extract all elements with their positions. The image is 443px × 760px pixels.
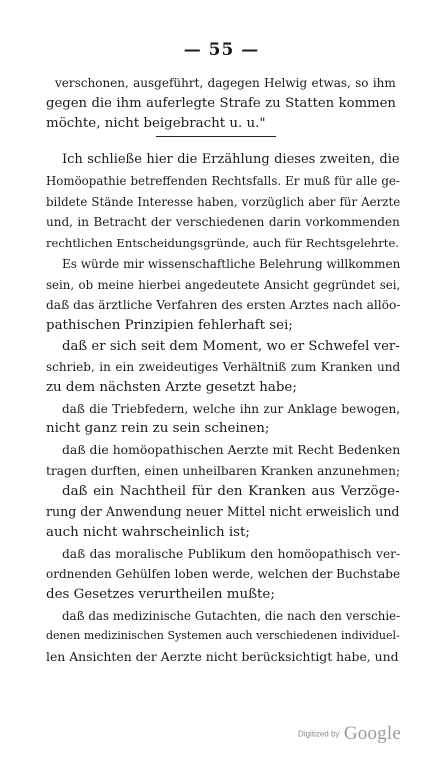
body-line: pathischen Prinzipien fehlerhaft sei; xyxy=(46,318,293,333)
body-line: sein, ob meine hierbei angedeutete Ansicht gegründet sei, xyxy=(46,278,401,292)
quote-line: verschonen, ausgeführt, dagegen Helwig etwas, so ihm xyxy=(55,76,396,90)
digitized-watermark xyxy=(298,723,401,745)
body-line: ordnenden Gehülfen loben werde, welchen der Buchstabe xyxy=(46,567,401,581)
body-line: schrieb, in ein zweideutiges Verhältniß zum Kranken und xyxy=(46,360,401,374)
body-line: daß die Triebfedern, welche ihn zur Anklage bewogen, xyxy=(62,402,401,416)
body-line: Ich schließe hier die Erzählung dieses zweiten, die xyxy=(62,152,400,167)
body-line: des Gesetzes verurtheilen mußte; xyxy=(46,587,275,602)
watermark-prefix: Digitized by xyxy=(298,729,340,739)
body-line: daß ein Nachtheil für den Kranken aus Verzöge- xyxy=(62,484,400,499)
body-line: daß das ärztliche Verfahren des ersten Arztes nach allöo- xyxy=(46,298,401,312)
body-line: zu dem nächsten Arzte gesetzt habe; xyxy=(46,380,297,395)
body-line: Homöopathie betreffenden Rechtsfalls. Er muß für alle ge- xyxy=(46,174,400,188)
body-line: daß das medizinische Gutachten, die nach den verschie- xyxy=(62,609,401,623)
body-line: daß die homöopathischen Aerzte mit Recht Bedenken xyxy=(62,442,401,457)
body-line: und, in Betracht der verschiedenen darin vorkommenden xyxy=(46,215,400,229)
body-line: len Ansichten der Aerzte nicht berücksichtigt habe, und xyxy=(46,649,399,664)
body-line: daß das moralische Publikum den homöopathisch ver- xyxy=(62,547,401,561)
body-line: tragen durften, einen unheilbaren Kranken anzunehmen; xyxy=(46,464,401,478)
quote-line: möchte, nicht beigebracht u. u." xyxy=(46,116,266,131)
body-line: auch nicht wahrscheinlich ist; xyxy=(46,525,250,540)
body-line: bildete Stände Interesse haben, vorzüglich aber für Aerzte xyxy=(46,195,401,209)
body-line: nicht ganz rein zu sein scheinen; xyxy=(46,421,270,436)
watermark-brand-logo: Google xyxy=(343,723,401,744)
section-divider xyxy=(156,136,276,137)
body-line: rechtlichen Entscheidungsgründe, auch für Rechtsgelehrte. xyxy=(46,236,399,250)
body-line: denen medizinischen Systemen auch verschiedenen individuel- xyxy=(46,629,400,642)
body-line: daß er sich seit dem Moment, wo er Schwefel ver- xyxy=(62,339,400,354)
quote-line: gegen die ihm auferlegte Strafe zu Statten kommen xyxy=(46,96,396,111)
page-number: — 55 — xyxy=(183,40,260,60)
body-line: rung der Anwendung neuer Mittel nicht erweislich und xyxy=(46,504,400,519)
body-line: Es würde mir wissenschaftliche Belehrung willkommen xyxy=(62,257,401,271)
